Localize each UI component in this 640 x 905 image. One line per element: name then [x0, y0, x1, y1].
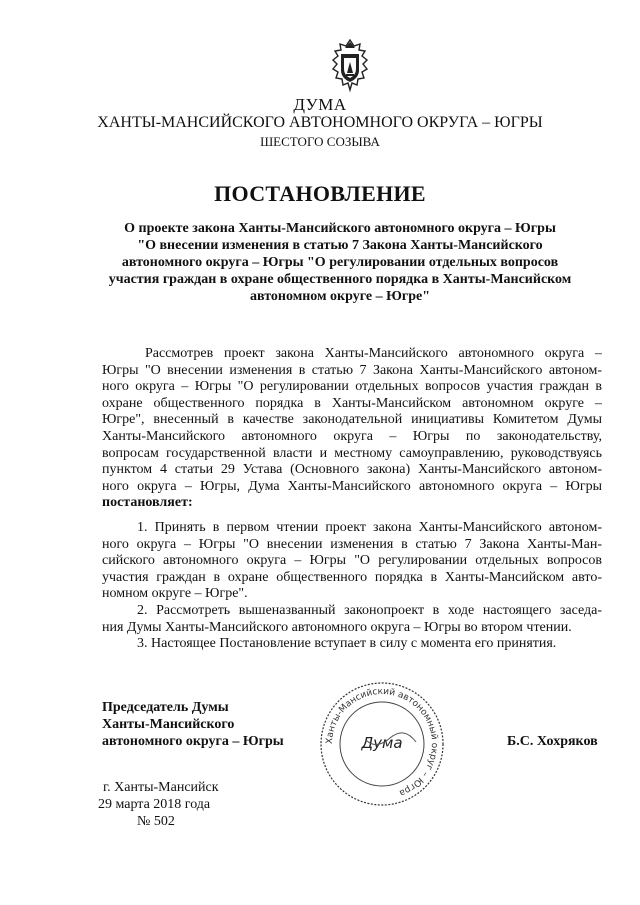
signatory-line: Председатель Думы: [102, 700, 229, 715]
adoption-date: 29 марта 2018 года: [98, 797, 211, 812]
item-line: 3. Настоящее Постановление вступает в силу с момента его принятия.: [137, 636, 557, 652]
item-line: сийского автономного округа – Югры "О регулировании отдельных вопросов: [102, 553, 602, 569]
document-number: № 502: [137, 814, 175, 829]
preamble-line: Югры "О внесении изменения в статью 7 Закона Ханты-Мансийского автоном-: [102, 362, 602, 378]
convocation-heading: ШЕСТОГО СОЗЫВА: [260, 134, 380, 149]
item-line: участия граждан в охране общественного порядка в Ханты-Мансийском авто-: [102, 569, 602, 585]
resolves-word: постановляет:: [102, 495, 193, 511]
preamble-line: ного округа – Югры, Дума Ханты-Мансийского автономного округа – Югры: [102, 478, 602, 494]
preamble-line: Рассмотрев проект закона Ханты-Мансийского автономного округа –: [145, 346, 602, 361]
signatory-line: Ханты-Мансийского: [102, 717, 235, 732]
item-line: номном округе – Югре".: [102, 586, 248, 602]
document-title: ПОСТАНОВЛЕНИЕ: [214, 181, 426, 206]
subject-line: автономного округа – Югры "О регулировании отдельных вопросов: [121, 255, 559, 270]
preamble-line: Ханты-Мансийского автономного округа – Югры по законодательству,: [102, 428, 602, 444]
coat-of-arms-icon: [327, 38, 373, 94]
stamp-ring-text: Ханты-Мансийский автономный округ – Югра: [324, 686, 440, 798]
item-line: 2. Рассмотреть вышеназванный законопроект в ходе настоящего заседа-: [137, 602, 602, 618]
subject-line: О проекте закона Ханты-Мансийского автономного округа – Югры: [124, 221, 556, 236]
duma-heading: ДУМА: [293, 95, 347, 114]
stamp-center-text: Дума: [361, 734, 403, 752]
preamble-line: охране общественного порядка в Ханты-Мансийском автономном округе –: [102, 395, 602, 411]
resolution-items: [102, 520, 602, 653]
preamble-line: вопросам государственной власти и местному самоуправлению, руководствуясь: [102, 445, 602, 461]
official-stamp: [318, 680, 446, 808]
preamble-paragraph: [102, 346, 602, 512]
signatory-line: автономного округа – Югры: [102, 734, 284, 749]
region-heading: ХАНТЫ-МАНСИЙСКОГО АВТОНОМНОГО ОКРУГА – ЮГРЫ: [97, 114, 543, 131]
preamble-line: Югре", внесенный в качестве законодательной инициативы Комитетом Думы: [102, 412, 602, 428]
signatory-position: [102, 699, 284, 750]
preamble-line: пунктом 4 статьи 29 Устава (Основного закона) Ханты-Мансийского автоном-: [102, 462, 602, 478]
place-of-adoption: г. Ханты-Мансийск: [103, 780, 219, 795]
preamble-line: ного округа – Югры "О регулировании отдельных вопросов участия граждан в: [102, 379, 602, 395]
subject-line: участия граждан в охране общественного порядка в Ханты-Мансийском: [108, 272, 572, 287]
item-line: ного округа – Югры "О внесении изменения в статью 7 Закона Ханты-Ман-: [102, 536, 602, 552]
document-subject: [95, 220, 585, 305]
item-line: ния Думы Ханты-Мансийского автономного округа – Югры во втором чтении.: [102, 619, 572, 635]
item-line: 1. Принять в первом чтении проект закона Ханты-Мансийского автоном-: [137, 520, 602, 535]
subject-line: автономном округе – Югре": [249, 289, 431, 304]
signatory-name: Б.С. Хохряков: [507, 734, 598, 749]
subject-line: "О внесении изменения в статью 7 Закона Ханты-Мансийского: [137, 238, 543, 253]
